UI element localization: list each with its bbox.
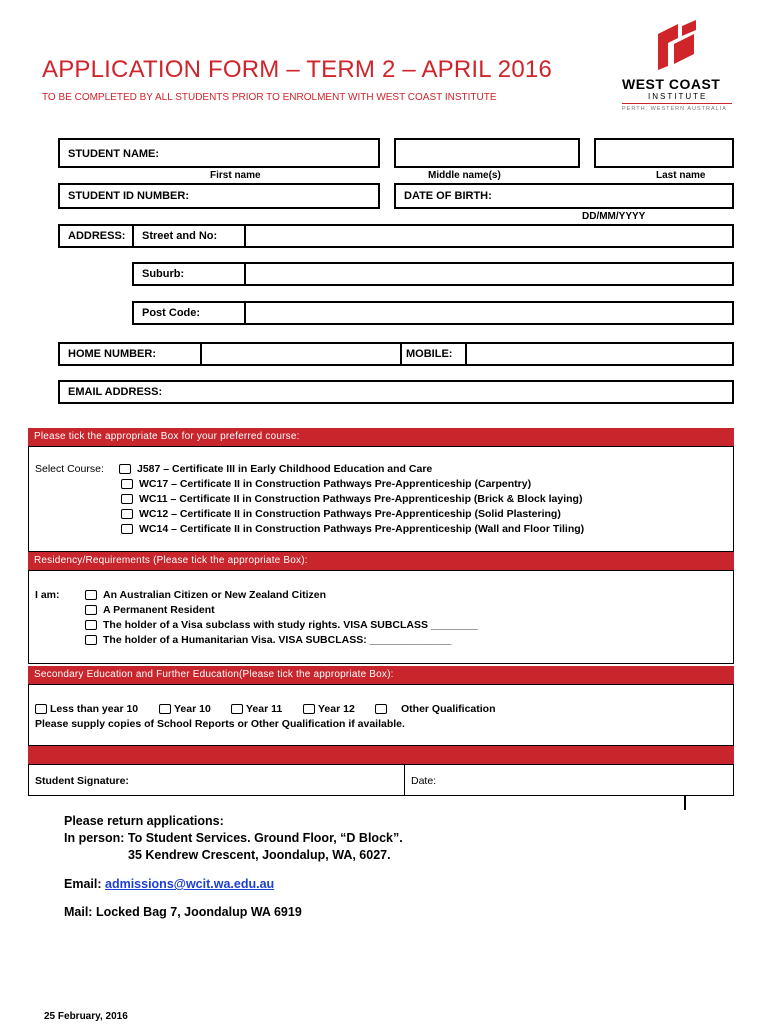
checkbox[interactable]: [85, 590, 97, 600]
course-label: WC11 – Certificate II in Construction Pathways Pre-Apprenticeship (Brick & Block laying): [139, 493, 583, 505]
postcode-field[interactable]: [132, 301, 734, 325]
suburb-label: Suburb:: [142, 268, 185, 280]
edu-option-year-10[interactable]: [159, 703, 211, 715]
edu-label: Other Qualification: [401, 703, 496, 715]
street-divider: [244, 224, 246, 248]
checkbox[interactable]: [121, 509, 133, 519]
return-email-row: [64, 877, 274, 891]
logo-mark-icon: [652, 20, 700, 70]
date-label: Date:: [411, 775, 437, 787]
last-name-field[interactable]: [594, 138, 734, 168]
course-label: WC17 – Certificate II in Construction Pathways Pre-Apprenticeship (Carpentry): [139, 478, 532, 490]
checkbox[interactable]: [85, 605, 97, 615]
footer-date: 25 February, 2016: [44, 1011, 128, 1022]
signature-label: Student Signature:: [35, 775, 129, 787]
course-option-j587[interactable]: [119, 463, 432, 475]
edu-label: Less than year 10: [50, 703, 139, 715]
residency-option-permanent[interactable]: [85, 604, 215, 616]
dob-field[interactable]: [394, 183, 734, 209]
course-section-bar: Please tick the appropriate Box for your preferred course:: [28, 428, 734, 446]
return-in-person: In person: To Student Services. Ground Floor, “D Block”.: [64, 831, 403, 845]
logo-line2: INSTITUTE: [648, 92, 708, 101]
email-label: EMAIL ADDRESS:: [68, 386, 163, 398]
course-option-wc14[interactable]: [121, 523, 584, 535]
west-coast-logo: [612, 20, 742, 115]
signature-divider: [404, 765, 405, 795]
residency-label: An Australian Citizen or New Zealand Citizen: [103, 589, 327, 601]
dob-label: DATE OF BIRTH:: [404, 190, 492, 202]
address-label: ADDRESS:: [68, 230, 126, 242]
return-address: 35 Kendrew Crescent, Joondalup, WA, 6027.: [128, 848, 391, 862]
education-section: [28, 684, 734, 746]
page-subtitle: TO BE COMPLETED BY ALL STUDENTS PRIOR TO ENROLMENT WITH WEST COAST INSTITUTE: [42, 92, 497, 103]
logo-divider: [622, 103, 732, 104]
suburb-divider: [244, 262, 246, 286]
middle-name-field[interactable]: [394, 138, 580, 168]
student-id-field[interactable]: [58, 183, 380, 209]
first-name-caption: First name: [210, 170, 261, 181]
email-prefix: Email:: [64, 877, 102, 891]
residency-option-citizen[interactable]: [85, 589, 326, 601]
checkbox[interactable]: [119, 464, 131, 474]
mobile-divider-left: [400, 342, 402, 366]
education-note: Please supply copies of School Reports or Other Qualification if available.: [35, 718, 405, 730]
checkbox[interactable]: [121, 494, 133, 504]
home-divider: [200, 342, 202, 366]
select-course-label: Select Course:: [35, 463, 104, 475]
signature-bar: [28, 746, 734, 764]
residency-option-visa[interactable]: [85, 619, 478, 631]
street-field[interactable]: [132, 224, 734, 248]
residency-label: A Permanent Resident: [103, 604, 215, 616]
course-label: WC12 – Certificate II in Construction Pathways Pre-Apprenticeship (Solid Plastering): [139, 508, 561, 520]
page-title: APPLICATION FORM – TERM 2 – APRIL 2016: [42, 56, 552, 83]
checkbox[interactable]: [303, 704, 315, 714]
margin-mark: [684, 796, 686, 810]
street-label: Street and No:: [142, 230, 218, 242]
edu-option-year-11[interactable]: [231, 703, 282, 715]
education-section-bar: Secondary Education and Further Education(Please tick the appropriate Box):: [28, 666, 734, 684]
edu-option-less-than-10[interactable]: [35, 703, 138, 715]
edu-label: Year 10: [174, 703, 211, 715]
student-name-label: STUDENT NAME:: [68, 148, 160, 160]
checkbox[interactable]: [35, 704, 47, 714]
checkbox[interactable]: [375, 704, 387, 714]
course-label: WC14 – Certificate II in Construction Pathways Pre-Apprenticeship (Wall and Floor Tiling): [139, 523, 585, 535]
dob-format-caption: DD/MM/YYYY: [582, 211, 646, 222]
edu-label: Year 11: [246, 703, 283, 715]
edu-option-other[interactable]: [375, 703, 496, 715]
residency-section: [28, 570, 734, 664]
course-section: [28, 446, 734, 552]
return-heading: Please return applications:: [64, 814, 224, 828]
course-option-wc17[interactable]: [121, 478, 531, 490]
checkbox[interactable]: [121, 479, 133, 489]
edu-option-year-12[interactable]: [303, 703, 355, 715]
mobile-divider-right: [465, 342, 467, 366]
postcode-divider: [244, 301, 246, 325]
phone-row[interactable]: [58, 342, 734, 366]
residency-label: The holder of a Visa subclass with study rights. VISA SUBCLASS ________: [103, 619, 478, 631]
student-id-label: STUDENT ID NUMBER:: [68, 190, 189, 202]
student-name-box[interactable]: [58, 138, 380, 168]
iam-label: I am:: [35, 589, 60, 601]
residency-label: The holder of a Humanitarian Visa. VISA SUBCLASS: ______________: [103, 634, 452, 646]
return-mail: Mail: Locked Bag 7, Joondalup WA 6919: [64, 905, 302, 919]
email-field[interactable]: [58, 380, 734, 404]
signature-row: [28, 764, 734, 796]
suburb-field[interactable]: [132, 262, 734, 286]
residency-section-bar: Residency/Requirements (Please tick the appropriate Box):: [28, 552, 734, 570]
checkbox[interactable]: [121, 524, 133, 534]
email-link[interactable]: admissions@wcit.wa.edu.au: [105, 877, 275, 891]
mobile-label: MOBILE:: [406, 348, 453, 360]
home-number-label: HOME NUMBER:: [68, 348, 156, 360]
checkbox[interactable]: [159, 704, 171, 714]
checkbox[interactable]: [85, 635, 97, 645]
logo-line3: PERTH, WESTERN AUSTRALIA: [622, 106, 727, 112]
last-name-caption: Last name: [656, 170, 706, 181]
course-option-wc12[interactable]: [121, 508, 561, 520]
logo-line1: WEST COAST: [622, 76, 721, 92]
postcode-label: Post Code:: [142, 307, 201, 319]
address-label-box: [58, 224, 134, 248]
edu-label: Year 12: [318, 703, 355, 715]
course-option-wc11[interactable]: [121, 493, 582, 505]
checkbox[interactable]: [231, 704, 243, 714]
middle-name-caption: Middle name(s): [428, 170, 501, 181]
checkbox[interactable]: [85, 620, 97, 630]
course-label: J587 – Certificate III in Early Childhood Education and Care: [137, 463, 433, 475]
residency-option-humanitarian[interactable]: [85, 634, 451, 646]
